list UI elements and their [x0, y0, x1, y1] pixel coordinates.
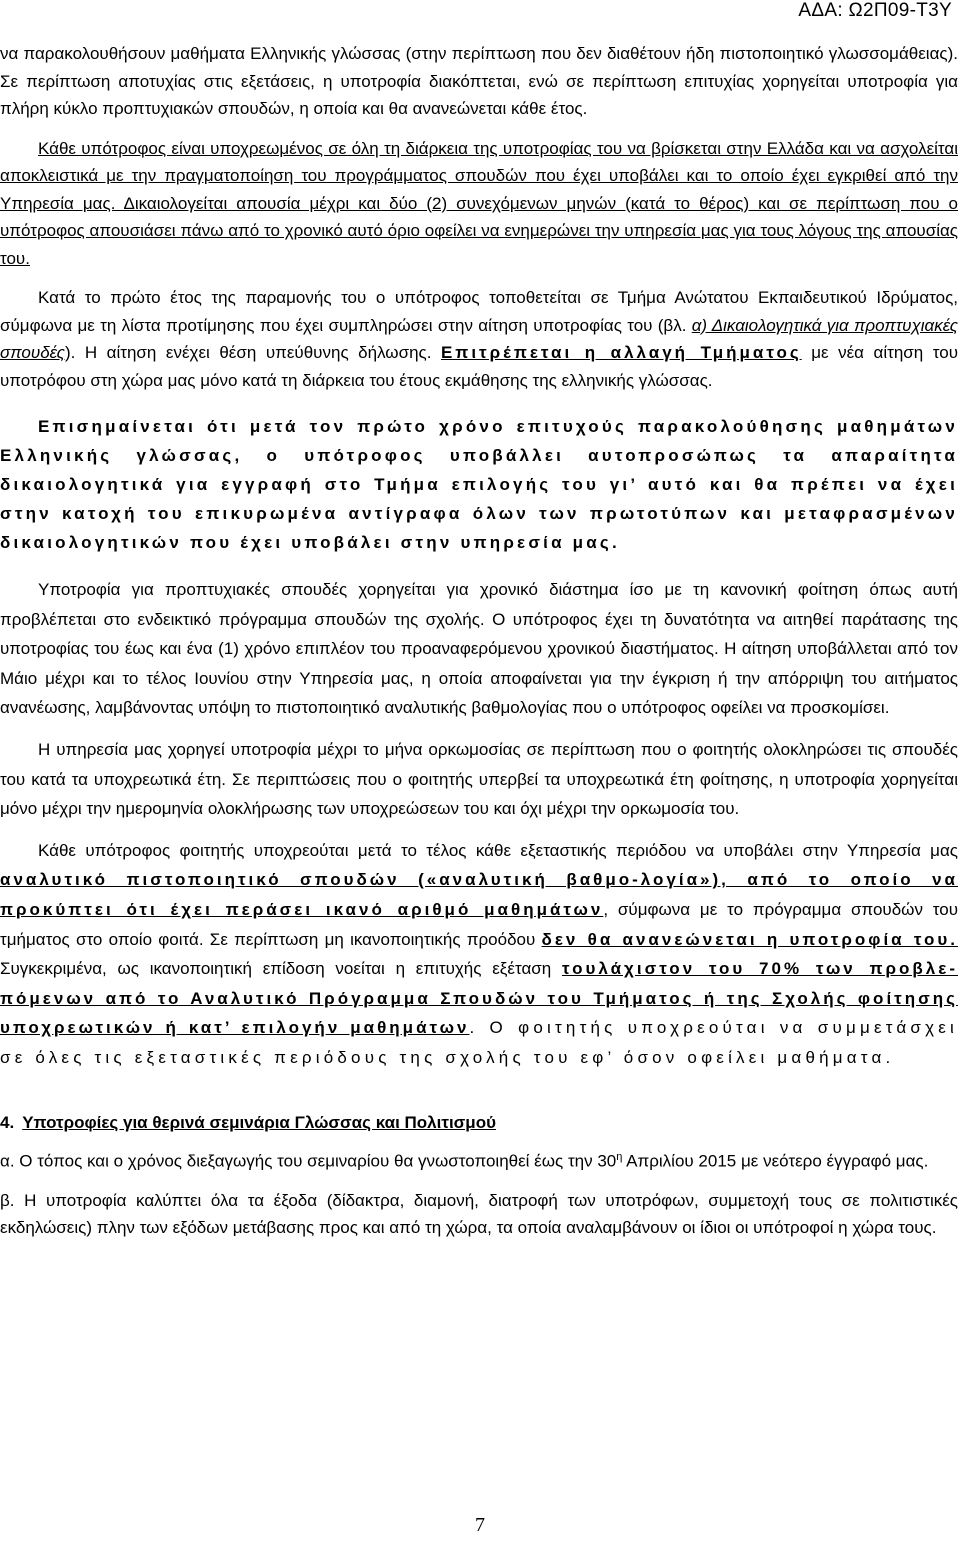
department-change-notice: Επιτρέπεται η αλλαγή Τμήματος: [440, 343, 802, 362]
section-heading-summer-seminars: [0, 1109, 958, 1136]
page-number: 7: [475, 1514, 485, 1536]
text-segment: με νέα αίτηση του υποτρόφου στη χώρα μας μόνο κατά τη διάρκεια του έτους εκμάθησης της ελληνικής γλώσσας.: [0, 343, 958, 390]
section-number: 4.: [0, 1112, 15, 1132]
text-segment: Απριλίου 2015 με νεότερο έγγραφό μας.: [622, 1151, 929, 1171]
supporting-documents-reference: α) Δικαιολογητικά για προπτυχιακές σπουδές: [0, 315, 958, 362]
text-segment: Κατά το πρώτο έτος της παραμονής του ο υπότροφος τοποθετείται σε Τμήμα Ανώτατου Εκπαιδευτικού Ιδρύματος, σύμφωνα με τη λίστα προτίμησης που έχει συμπληρώσει στην αίτηση υποτροφίας του (βλ.: [0, 288, 958, 335]
paragraph-seminar-coverage: β. Η υποτροφία καλύπτει όλα τα έξοδα (δίδακτρα, διαμονή, διατροφή των υποτρόφων, συμμετοχή τους σε πολιτιστικές εκδηλώσεις) πλην των εξόδων μετάβασης προς και από τη χώρα, τα οποία αναλαμβάνουν οι ίδιοι οι υπότροφοί η χώρα τους.: [0, 1190, 958, 1238]
paragraph-notice-bold: Επισημαίνεται ότι μετά τον πρώτο χρόνο επιτυχούς παρακολούθησης μαθημάτων Ελληνικής γλώσσας, ο υπότροφος υποβάλλει αυτοπροσώπως τα απαραίτητα δικαιολογητικά για εγγραφή στο Τμήμα επιλογής του γι’ αυτό και θα πρέπει να έχει στην κατοχή του επικυρωμένα αντίγραφα όλων των πρωτοτύπων και μεταφρασμένων δικαιολογητικών που έχει υποβάλει στην υπηρεσία μας.: [0, 417, 958, 552]
seventy-percent-requirement: τουλάχιστον του 70% των προβλε-πόμενων από το Αναλυτικό Πρόγραμμα Σπουδών του Τμήματος ή της Σχολής φοίτησης υποχρεωτικών ή κατ’ επιλογήν μαθημάτων: [0, 959, 958, 1038]
paragraph-progress-requirements: [0, 836, 958, 1073]
paragraph-residence-obligation: Κάθε υπότροφος είναι υποχρεωμένος σε όλη τη διάρκεια της υποτροφίας του να βρίσκεται στην Ελλάδα και να ασχολείται αποκλειστικά με την πραγματοποίηση του προγράμματος σπουδών που έχει υποβάλει και το οποίο έχει εγκριθεί από την Υπηρεσία μας. Δικαιολογείται απουσία μέχρι και δύο (2) συνεχόμενων μηνών (κατά το θέρος) και σε περίπτωση που ο υπότροφος απουσιάσει πάνω από το χρονικό αυτό όριο οφείλει να ενημερώνει την υπηρεσία μας για τους λόγους της απουσίας του.: [0, 138, 958, 268]
paragraph-seminar-place-time: [0, 1144, 958, 1175]
text-segment: ). Η αίτηση ενέχει θέση υπεύθυνης δήλωσης.: [64, 343, 441, 362]
paragraph-swearing-in: Η υπηρεσία μας χορηγεί υποτροφία μέχρι το μήνα ορκωμοσίας σε περίπτωση που ο φοιτητής ολοκληρώσει τις σπουδές του κατά τα υποχρεωτικά έτη. Σε περιπτώσεις που ο φοιτητής υπερβεί τα υποχρεωτικά έτη φοίτησης, η υποτροφία χορηγείται μόνο μέχρι την ημερομηνία ολοκλήρωσης των υποχρεώσεων του και όχι μέχρι την ορκωμοσία του.: [0, 739, 958, 819]
ada-code: ΑΔΑ: Ω2Π09-Τ3Υ: [798, 0, 952, 21]
section-title: Υποτροφίες για θερινά σεμινάρια Γλώσσας και Πολιτισμού: [22, 1112, 496, 1132]
paragraph-scholarship-duration: Υποτροφία για προπτυχιακές σπουδές χορηγείται για χρονικό διάστημα ίσο με τη κανονική φοίτηση όπως αυτή προβλέπεται στο ενδεικτικό πρόγραμμα σπουδών της σχολής. Ο υπότροφος έχει τη δυνατότητα να αιτηθεί παράτασης της υποτροφίας του έως και ένα (1) χρόνο επιπλέον του προαναφερόμενου χρονικού διαστήματος. Η αίτηση υποβάλλεται από τον Μάιο μέχρι και το τέλος Ιουνίου στην Υπηρεσία μας, η οποία αποφαίνεται για την έγκριση ή την απόρριψη του αιτήματος ανανέωσης, λαμβάνοντας υπόψη το πιστοποιητικό αναλυτικής βαθμολογίας που ο υπότροφος οφείλει να προσκομίσει.: [0, 580, 958, 718]
non-renewal-notice: δεν θα ανανεώνεται η υποτροφία του.: [541, 929, 959, 949]
paragraph-language-courses: να παρακολουθήσουν μαθήματα Ελληνικής γλώσσας (στην περίπτωση που δεν διαθέτουν ήδη πιστοποιητικό γλωσσομάθειας). Σε περίπτωση αποτυχίας στις εξετάσεις, η υποτροφία διακόπτεται, ενώ σε περίπτωση επιτυχίας χορηγείται υποτροφία για πλήρη κύκλο προπτυχιακών σπουδών, η οποία και θα ανανεώνεται κάθε έτος.: [0, 44, 958, 118]
paragraph-department-placement: [0, 284, 958, 394]
text-segment: , σύμφωνα με το πρόγραμμα σπουδών του τμήματος στο οποίο φοιτά. Σε περίπτωση μη ικανοποιητικής προόδου: [0, 899, 958, 949]
text-segment: Κάθε υπότροφος φοιτητής υποχρεούται μετά το τέλος κάθε εξεταστικής περιόδου να υποβάλει στην Υπηρεσία μας: [38, 840, 958, 860]
transcript-requirement: αναλυτικό πιστοποιητικό σπουδών («αναλυτική βαθμο-λογία»), από το οποίο να προκύπτει ότι έχει περάσει ικανό αριθμό μαθημάτων: [0, 870, 958, 919]
document-body: [0, 40, 958, 1242]
text-segment: . Ο φοιτητής υποχρεούται να συμμετάσχει σε όλες τις εξεταστικές περιόδους της σχολής του εφ’ όσον οφείλει μαθήματα.: [0, 1018, 958, 1067]
text-segment: α. Ο τόπος και ο χρόνος διεξαγωγής του σεμιναρίου θα γνωστοποιηθεί έως την 30: [0, 1151, 617, 1171]
text-segment: Συγκεκριμένα, ως ικανοποιητική επίδοση νοείται η επιτυχής εξέταση: [0, 959, 562, 979]
superscript: η: [616, 1150, 623, 1163]
